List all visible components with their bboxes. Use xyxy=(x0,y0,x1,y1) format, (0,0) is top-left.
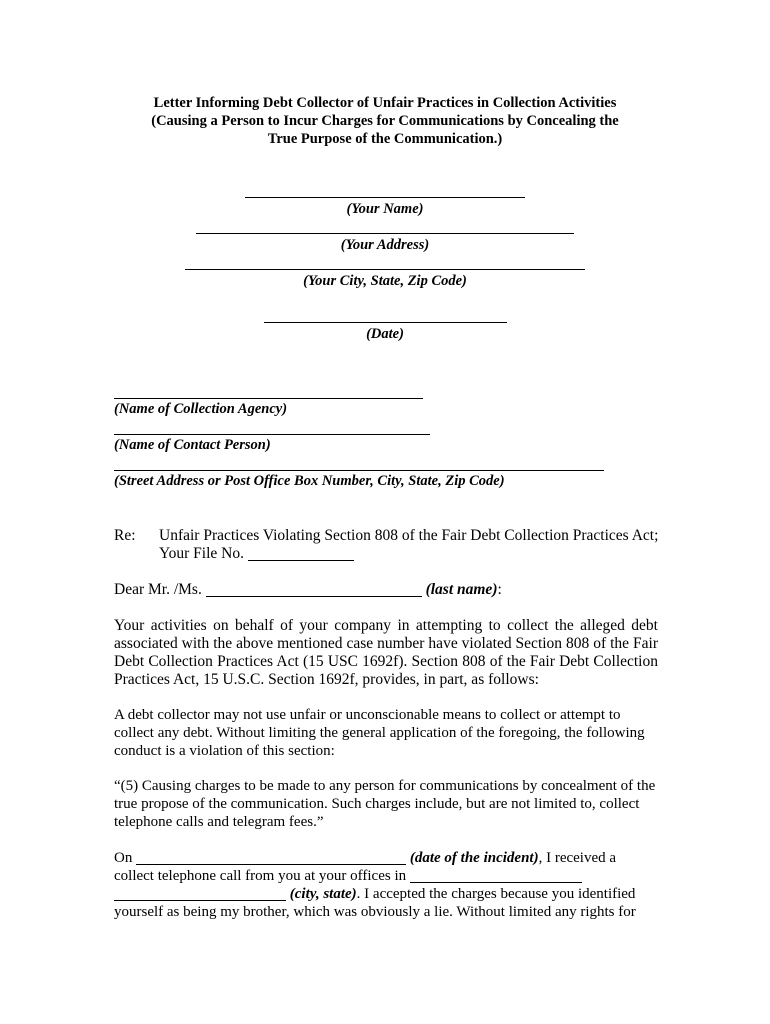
last-name-blank[interactable] xyxy=(206,582,422,597)
title-line-1: Letter Informing Debt Collector of Unfair Practices in Collection Activities xyxy=(153,95,617,111)
date-label: (Date) xyxy=(366,326,404,342)
last-name-hint: (last name) xyxy=(425,581,498,598)
date-field[interactable] xyxy=(0,322,770,343)
salutation-prefix: Dear Mr. /Ms. xyxy=(114,581,202,598)
collection-agency-line[interactable] xyxy=(114,398,423,399)
salutation-suffix: : xyxy=(497,581,502,598)
incident-collect-call: collect telephone call from you at your offices in xyxy=(114,868,407,884)
re-file-number xyxy=(159,545,658,563)
paragraph-1: Your activities on behalf of your company in attempting to collect the alleged debt associated with the above mentioned case number have violated Section 808 of the Fair Debt Collection Practices Act (15 USC 1692f). Section 808 of the Fair Debt Collection Practices Act, 15 U.S.C. Section 1692f, provides, in part, as follows: xyxy=(114,617,658,688)
paragraph-3: “(5) Causing charges to be made to any person for communications by concealment of the true propose of the communication. Such charges include, but are not limited to, collect telephone calls and telegram fees.” xyxy=(114,778,656,830)
title-line-3: True Purpose of the Communication.) xyxy=(267,131,503,147)
your-name-line[interactable] xyxy=(245,197,525,198)
your-city-field[interactable] xyxy=(0,269,770,290)
contact-person-line[interactable] xyxy=(114,434,430,435)
your-address-line[interactable] xyxy=(196,233,574,234)
date-line[interactable] xyxy=(264,322,507,323)
file-number-blank[interactable] xyxy=(248,546,354,561)
your-city-label: (Your City, State, Zip Code) xyxy=(303,273,467,289)
letter-title xyxy=(0,94,770,148)
your-name-label: (Your Name) xyxy=(346,201,424,217)
incident-date-hint: (date of the incident) xyxy=(409,850,539,866)
title-line-2: (Causing a Person to Incur Charges for Communications by Concealing the xyxy=(151,113,619,129)
incident-line-4: yourself as being my brother, which was obviously a lie. Without limited any rights for xyxy=(114,904,636,920)
collection-agency-label: (Name of Collection Agency) xyxy=(114,401,288,417)
your-address-field[interactable] xyxy=(0,233,770,254)
incident-after-city: . I accepted the charges because you identified xyxy=(356,886,636,902)
your-city-line[interactable] xyxy=(185,269,585,270)
incident-city-state-blank[interactable] xyxy=(114,886,286,901)
re-label: Re: xyxy=(114,527,136,544)
contact-person-label: (Name of Contact Person) xyxy=(114,437,271,453)
incident-on: On xyxy=(114,850,133,866)
your-name-field[interactable] xyxy=(0,197,770,218)
incident-date-blank[interactable] xyxy=(136,850,406,865)
salutation xyxy=(114,581,658,599)
incident-city-hint: (city, state) xyxy=(289,886,357,902)
re-subject: Unfair Practices Violating Section 808 of the Fair Debt Collection Practices Act; xyxy=(159,527,659,544)
incident-line-3 xyxy=(114,885,658,903)
re-line xyxy=(114,527,658,563)
incident-after-date: , I received a xyxy=(538,850,617,866)
re-file-label: Your File No. xyxy=(159,545,244,562)
incident-paragraph xyxy=(114,849,658,921)
incident-office-city-blank[interactable] xyxy=(410,868,582,883)
your-address-label: (Your Address) xyxy=(340,237,430,253)
incident-line-2 xyxy=(114,867,658,885)
recipient-address-line[interactable] xyxy=(114,470,604,471)
recipient-address-label: (Street Address or Post Office Box Number, City, State, Zip Code) xyxy=(114,473,505,489)
incident-line-1 xyxy=(114,849,658,867)
paragraph-2: A debt collector may not use unfair or unconscionable means to collect or attempt to collect any debt. Without limiting the general application of the foregoing, the following conduct is a violation of this section: xyxy=(114,707,645,759)
